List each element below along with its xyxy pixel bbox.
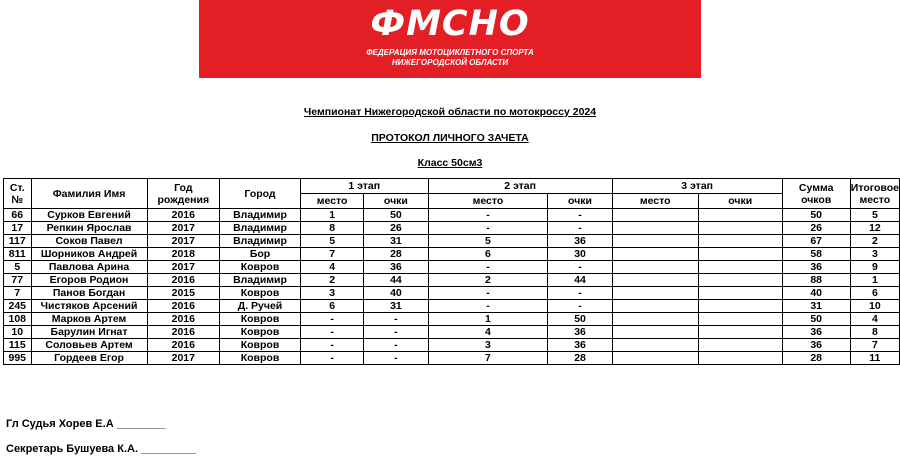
cell-sum: 88 bbox=[782, 274, 850, 287]
cell-final-place: 12 bbox=[850, 222, 899, 235]
cell-year: 2017 bbox=[147, 235, 220, 248]
cell-stage1-place: - bbox=[300, 352, 363, 365]
cell-sum: 36 bbox=[782, 339, 850, 352]
header-row-1 bbox=[4, 179, 900, 194]
cell-stage3-place bbox=[612, 235, 698, 248]
cell-stage3-place bbox=[612, 300, 698, 313]
table-row bbox=[4, 352, 900, 365]
cell-stage2-place: 2 bbox=[428, 274, 548, 287]
cell-stage1-place: 4 bbox=[300, 261, 363, 274]
cell-final-place: 3 bbox=[850, 248, 899, 261]
cell-stage3-points bbox=[698, 235, 782, 248]
cell-number: 17 bbox=[4, 222, 32, 235]
org-name-line2: НИЖЕГОРОДСКОЙ ОБЛАСТИ bbox=[391, 58, 509, 67]
col-year-header: Год рождения bbox=[147, 179, 220, 209]
cell-stage2-points: 44 bbox=[548, 274, 612, 287]
cell-sum: 36 bbox=[782, 326, 850, 339]
cell-stage1-points: 31 bbox=[364, 300, 428, 313]
cell-year: 2017 bbox=[147, 261, 220, 274]
col-city-header: Город bbox=[220, 179, 301, 209]
cell-stage1-points: - bbox=[364, 339, 428, 352]
cell-sum: 50 bbox=[782, 209, 850, 222]
cell-stage2-points: 30 bbox=[548, 248, 612, 261]
cell-stage2-place: 1 bbox=[428, 313, 548, 326]
cell-stage1-points: 50 bbox=[364, 209, 428, 222]
cell-stage3-points bbox=[698, 352, 782, 365]
cell-stage1-points: 31 bbox=[364, 235, 428, 248]
cell-number: 77 bbox=[4, 274, 32, 287]
table-row bbox=[4, 300, 900, 313]
cell-stage3-points bbox=[698, 222, 782, 235]
cell-name: Гордеев Егор bbox=[31, 352, 147, 365]
stage1-place-header: место bbox=[300, 194, 363, 209]
championship-title: Чемпионат Нижегородской области по мотокроссу 2024 bbox=[303, 106, 597, 118]
cell-stage1-place: 1 bbox=[300, 209, 363, 222]
stage1-points-header: очки bbox=[364, 194, 428, 209]
cell-stage2-points: 36 bbox=[548, 235, 612, 248]
cell-stage1-place: - bbox=[300, 339, 363, 352]
cell-year: 2016 bbox=[147, 274, 220, 287]
cell-city: Ковров bbox=[220, 261, 301, 274]
cell-stage3-place bbox=[612, 222, 698, 235]
stage3-header: 3 этап bbox=[612, 179, 782, 194]
cell-stage3-place bbox=[612, 352, 698, 365]
cell-city: Бор bbox=[220, 248, 301, 261]
cell-stage3-place bbox=[612, 261, 698, 274]
cell-number: 5 bbox=[4, 261, 32, 274]
table-row bbox=[4, 339, 900, 352]
col-final-header: Итоговое место bbox=[850, 179, 899, 209]
cell-stage1-place: 3 bbox=[300, 287, 363, 300]
col-name-header: Фамилия Имя bbox=[31, 179, 147, 209]
cell-stage3-place bbox=[612, 339, 698, 352]
secretary-signature: Секретарь Бушуева К.А. _________ bbox=[6, 443, 197, 455]
cell-city: Ковров bbox=[220, 339, 301, 352]
cell-stage3-place bbox=[612, 326, 698, 339]
cell-stage2-points: 36 bbox=[548, 326, 612, 339]
results-table bbox=[3, 178, 900, 365]
cell-stage3-points bbox=[698, 248, 782, 261]
cell-stage2-points: 28 bbox=[548, 352, 612, 365]
cell-name: Репкин Ярослав bbox=[31, 222, 147, 235]
cell-year: 2017 bbox=[147, 222, 220, 235]
col-sum-header: Сумма очков bbox=[782, 179, 850, 209]
cell-year: 2017 bbox=[147, 352, 220, 365]
table-row bbox=[4, 274, 900, 287]
stage3-points-header: очки bbox=[698, 194, 782, 209]
cell-city: Ковров bbox=[220, 352, 301, 365]
cell-city: Владимир bbox=[220, 274, 301, 287]
cell-stage3-points bbox=[698, 300, 782, 313]
cell-stage1-place: 5 bbox=[300, 235, 363, 248]
cell-number: 117 bbox=[4, 235, 32, 248]
cell-name: Марков Артем bbox=[31, 313, 147, 326]
cell-number: 66 bbox=[4, 209, 32, 222]
cell-year: 2016 bbox=[147, 209, 220, 222]
cell-stage3-points bbox=[698, 326, 782, 339]
results-body bbox=[4, 209, 900, 365]
cell-stage1-place: 2 bbox=[300, 274, 363, 287]
judge-signature: Гл Судья Хорев Е.А ________ bbox=[6, 418, 166, 430]
cell-number: 811 bbox=[4, 248, 32, 261]
cell-stage3-points bbox=[698, 274, 782, 287]
cell-stage2-place: - bbox=[428, 222, 548, 235]
table-row bbox=[4, 209, 900, 222]
cell-sum: 28 bbox=[782, 352, 850, 365]
cell-final-place: 10 bbox=[850, 300, 899, 313]
cell-city: Владимир bbox=[220, 209, 301, 222]
stage2-header: 2 этап bbox=[428, 179, 612, 194]
cell-stage3-place bbox=[612, 287, 698, 300]
cell-stage1-points: 26 bbox=[364, 222, 428, 235]
cell-year: 2018 bbox=[147, 248, 220, 261]
cell-final-place: 1 bbox=[850, 274, 899, 287]
stage1-header: 1 этап bbox=[300, 179, 428, 194]
cell-stage2-points: - bbox=[548, 222, 612, 235]
cell-number: 115 bbox=[4, 339, 32, 352]
cell-name: Соков Павел bbox=[31, 235, 147, 248]
cell-stage3-place bbox=[612, 274, 698, 287]
cell-name: Павлова Арина bbox=[31, 261, 147, 274]
cell-stage1-points: 44 bbox=[364, 274, 428, 287]
cell-number: 7 bbox=[4, 287, 32, 300]
cell-stage2-points: - bbox=[548, 261, 612, 274]
cell-stage2-place: 3 bbox=[428, 339, 548, 352]
cell-stage2-place: - bbox=[428, 287, 548, 300]
cell-name: Егоров Родион bbox=[31, 274, 147, 287]
cell-stage1-place: - bbox=[300, 313, 363, 326]
cell-name: Чистяков Арсений bbox=[31, 300, 147, 313]
cell-stage1-place: 8 bbox=[300, 222, 363, 235]
cell-year: 2016 bbox=[147, 339, 220, 352]
cell-stage2-place: - bbox=[428, 300, 548, 313]
table-row bbox=[4, 248, 900, 261]
cell-stage2-points: 50 bbox=[548, 313, 612, 326]
cell-stage1-place: 7 bbox=[300, 248, 363, 261]
cell-sum: 26 bbox=[782, 222, 850, 235]
cell-stage1-place: - bbox=[300, 326, 363, 339]
table-row bbox=[4, 261, 900, 274]
cell-year: 2016 bbox=[147, 300, 220, 313]
cell-city: Ковров bbox=[220, 287, 301, 300]
cell-stage3-place bbox=[612, 248, 698, 261]
cell-stage2-points: - bbox=[548, 287, 612, 300]
cell-city: Ковров bbox=[220, 326, 301, 339]
stage2-place-header: место bbox=[428, 194, 548, 209]
cell-stage1-points: 36 bbox=[364, 261, 428, 274]
cell-number: 245 bbox=[4, 300, 32, 313]
cell-year: 2015 bbox=[147, 287, 220, 300]
cell-number: 10 bbox=[4, 326, 32, 339]
cell-stage2-place: - bbox=[428, 261, 548, 274]
table-row bbox=[4, 287, 900, 300]
cell-stage3-place bbox=[612, 209, 698, 222]
cell-final-place: 11 bbox=[850, 352, 899, 365]
cell-stage3-points bbox=[698, 313, 782, 326]
cell-sum: 50 bbox=[782, 313, 850, 326]
table-row bbox=[4, 235, 900, 248]
cell-name: Соловьев Артем bbox=[31, 339, 147, 352]
table-row bbox=[4, 313, 900, 326]
cell-year: 2016 bbox=[147, 326, 220, 339]
cell-stage2-points: - bbox=[548, 300, 612, 313]
org-name-line1: ФЕДЕРАЦИЯ МОТОЦИКЛЕТНОГО СПОРТА bbox=[366, 48, 534, 57]
cell-stage2-points: 36 bbox=[548, 339, 612, 352]
cell-stage2-place: 7 bbox=[428, 352, 548, 365]
cell-stage2-place: 5 bbox=[428, 235, 548, 248]
cell-sum: 67 bbox=[782, 235, 850, 248]
table-row bbox=[4, 222, 900, 235]
cell-final-place: 2 bbox=[850, 235, 899, 248]
cell-number: 995 bbox=[4, 352, 32, 365]
protocol-title: ПРОТОКОЛ ЛИЧНОГО ЗАЧЕТА bbox=[371, 132, 529, 144]
cell-stage2-place: 6 bbox=[428, 248, 548, 261]
cell-sum: 31 bbox=[782, 300, 850, 313]
header-banner bbox=[199, 0, 701, 78]
cell-final-place: 4 bbox=[850, 313, 899, 326]
class-title: Класс 50см3 bbox=[417, 157, 483, 169]
cell-stage1-place: 6 bbox=[300, 300, 363, 313]
col-number-header: Ст. № bbox=[4, 179, 32, 209]
cell-stage3-points bbox=[698, 209, 782, 222]
cell-stage2-place: 4 bbox=[428, 326, 548, 339]
cell-number: 108 bbox=[4, 313, 32, 326]
cell-year: 2016 bbox=[147, 313, 220, 326]
stage3-place-header: место bbox=[612, 194, 698, 209]
cell-stage1-points: - bbox=[364, 352, 428, 365]
fmsno-logo: ФМСНО bbox=[370, 4, 530, 44]
cell-stage1-points: 40 bbox=[364, 287, 428, 300]
cell-name: Сурков Евгений bbox=[31, 209, 147, 222]
cell-name: Шорников Андрей bbox=[31, 248, 147, 261]
cell-final-place: 5 bbox=[850, 209, 899, 222]
cell-final-place: 6 bbox=[850, 287, 899, 300]
cell-city: Владимир bbox=[220, 222, 301, 235]
cell-stage3-points bbox=[698, 261, 782, 274]
cell-city: Владимир bbox=[220, 235, 301, 248]
cell-city: Д. Ручей bbox=[220, 300, 301, 313]
cell-stage1-points: - bbox=[364, 313, 428, 326]
table-row bbox=[4, 326, 900, 339]
cell-name: Барулин Игнат bbox=[31, 326, 147, 339]
cell-sum: 58 bbox=[782, 248, 850, 261]
cell-city: Ковров bbox=[220, 313, 301, 326]
stage2-points-header: очки bbox=[548, 194, 612, 209]
cell-final-place: 7 bbox=[850, 339, 899, 352]
cell-stage1-points: - bbox=[364, 326, 428, 339]
cell-stage3-points bbox=[698, 287, 782, 300]
cell-stage3-place bbox=[612, 313, 698, 326]
cell-name: Панов Богдан bbox=[31, 287, 147, 300]
cell-stage1-points: 28 bbox=[364, 248, 428, 261]
cell-final-place: 9 bbox=[850, 261, 899, 274]
cell-sum: 40 bbox=[782, 287, 850, 300]
cell-final-place: 8 bbox=[850, 326, 899, 339]
cell-sum: 36 bbox=[782, 261, 850, 274]
cell-stage2-points: - bbox=[548, 209, 612, 222]
cell-stage3-points bbox=[698, 339, 782, 352]
cell-stage2-place: - bbox=[428, 209, 548, 222]
